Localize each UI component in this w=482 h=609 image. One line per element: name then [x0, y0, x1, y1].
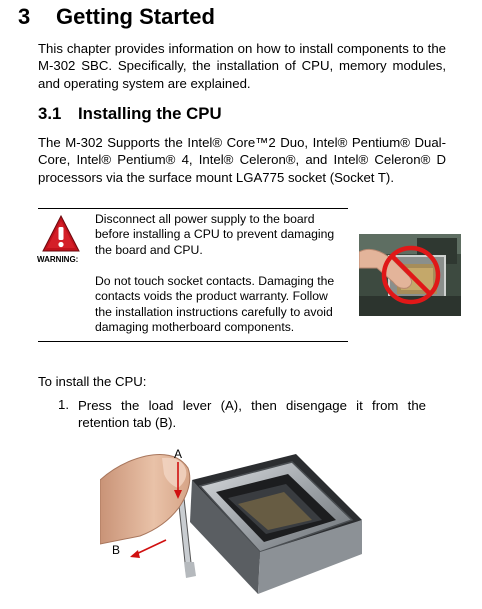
section-body: The M-302 Supports the Intel® Core™2 Duo, Intel® Pentium® Dual-Core, Intel® Pentium® 4, Intel® Celeron®, and Intel® Celeron® D processors via the surface mount LGA775 socket (Socket T). [38, 135, 446, 185]
step-text: Press the load lever (A), then disengage it from the retention tab (B). [78, 398, 426, 431]
figure-label-b: B [112, 543, 121, 557]
socket-touch-prohibited-photo [359, 234, 461, 316]
chapter-number: 3 [18, 4, 31, 29]
section-number: 3.1 [38, 104, 62, 123]
chapter-heading [18, 4, 215, 30]
section-title: Installing the CPU [78, 104, 222, 123]
warning-triangle-icon [41, 214, 81, 254]
chapter-intro: This chapter provides information on how to install components to the M-302 SBC. Specifically, the installation of CPU, memory modules, and operating system are explained. [38, 41, 446, 91]
warning-text-power: Disconnect all power supply to the board before installing a CPU to prevent damaging the board and CPU. [95, 212, 335, 257]
section-heading [38, 104, 222, 124]
step-number: 1. [58, 397, 69, 412]
figure-label-a: A [174, 447, 183, 461]
warning-top-rule [38, 208, 348, 209]
warning-label: WARNING: [37, 255, 79, 264]
warning-text-contacts: Do not touch socket contacts. Damaging the contacts voids the product warranty. Follow the installation instructions carefully to avoid damaging motherboard components. [95, 274, 335, 335]
procedure-intro: To install the CPU: [38, 374, 147, 389]
chapter-title: Getting Started [56, 4, 215, 29]
warning-bottom-rule [38, 341, 348, 342]
cpu-socket-figure [100, 444, 370, 609]
